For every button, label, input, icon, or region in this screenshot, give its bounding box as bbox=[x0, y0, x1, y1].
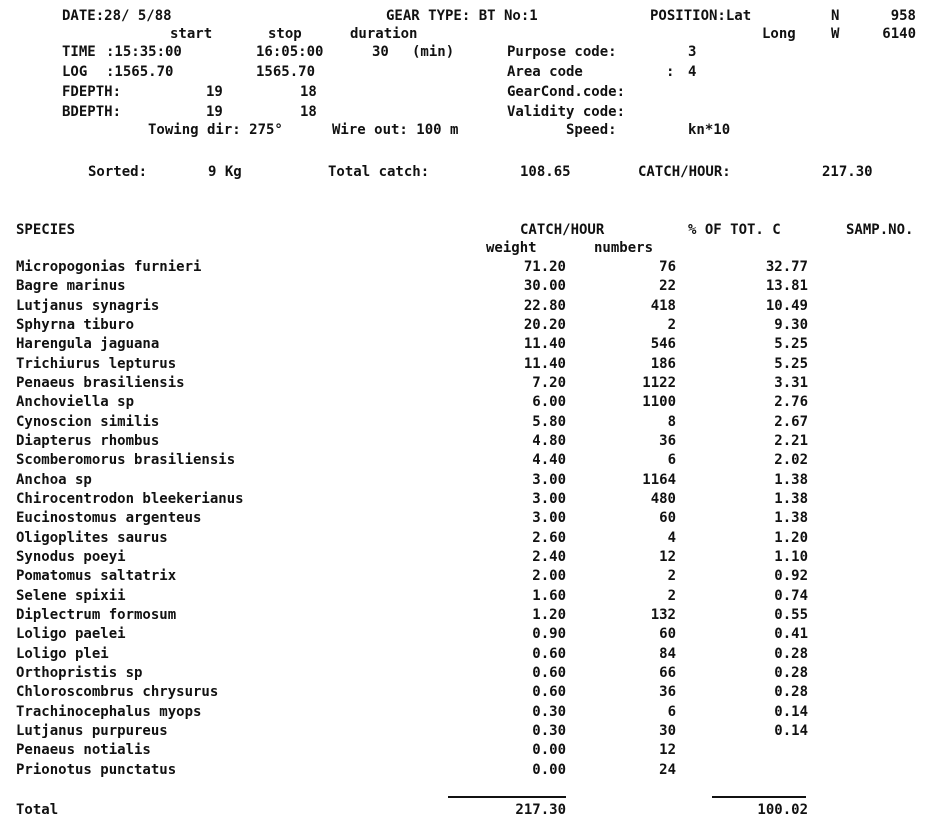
weight-cell: 6.00 bbox=[532, 394, 566, 410]
pct-cell: 32.77 bbox=[765, 259, 808, 275]
table-row bbox=[0, 394, 950, 414]
weight-cell: 5.80 bbox=[532, 414, 566, 430]
numbers-cell: 36 bbox=[659, 684, 676, 700]
weight-header: weight bbox=[486, 240, 537, 256]
weight-cell: 2.00 bbox=[532, 568, 566, 584]
species-header: SPECIES bbox=[16, 222, 76, 238]
pct-cell: 0.14 bbox=[774, 723, 808, 739]
col-stop: stop bbox=[268, 26, 302, 42]
weight-cell: 4.40 bbox=[532, 452, 566, 468]
table-row bbox=[0, 588, 950, 608]
pct-cell: 1.38 bbox=[774, 510, 808, 526]
species-cell: Harengula jaguana bbox=[16, 336, 160, 352]
table-row bbox=[0, 356, 950, 376]
time-start: :15:35:00 bbox=[106, 44, 182, 60]
time-duration: 30 bbox=[372, 44, 389, 60]
numbers-cell: 2 bbox=[667, 317, 676, 333]
time-stop: 16:05:00 bbox=[256, 44, 324, 60]
pct-cell: 9.30 bbox=[774, 317, 808, 333]
pct-cell: 0.28 bbox=[774, 665, 808, 681]
weight-cell: 1.60 bbox=[532, 588, 566, 604]
species-cell: Eucinostomus argenteus bbox=[16, 510, 202, 526]
species-cell: Loligo paelei bbox=[16, 626, 126, 642]
pct-cell: 0.92 bbox=[774, 568, 808, 584]
table-row bbox=[0, 375, 950, 395]
numbers-cell: 60 bbox=[659, 626, 676, 642]
weight-cell: 3.00 bbox=[532, 510, 566, 526]
species-cell: Scomberomorus brasiliensis bbox=[16, 452, 236, 468]
weight-cell: 0.90 bbox=[532, 626, 566, 642]
validity-code: Validity code: bbox=[507, 104, 626, 120]
towing-dir: Towing dir: 275° bbox=[148, 122, 283, 138]
pct-header: % OF TOT. C bbox=[688, 222, 781, 238]
table-row bbox=[0, 742, 950, 762]
lat-val: 958 bbox=[890, 8, 916, 24]
numbers-cell: 6 bbox=[667, 452, 676, 468]
numbers-cell: 132 bbox=[650, 607, 676, 623]
weight-cell: 2.60 bbox=[532, 530, 566, 546]
species-cell: Lutjanus synagris bbox=[16, 298, 160, 314]
table-row bbox=[0, 568, 950, 588]
weight-cell: 30.00 bbox=[523, 278, 566, 294]
species-cell: Pomatomus saltatrix bbox=[16, 568, 177, 584]
log-start: :1565.70 bbox=[106, 64, 174, 80]
species-cell: Selene spixii bbox=[16, 588, 126, 604]
pct-cell: 10.49 bbox=[765, 298, 808, 314]
table-row bbox=[0, 259, 950, 279]
numbers-cell: 60 bbox=[659, 510, 676, 526]
log-stop: 1565.70 bbox=[256, 64, 316, 80]
species-cell: Penaeus brasiliensis bbox=[16, 375, 185, 391]
table-row bbox=[0, 298, 950, 318]
numbers-cell: 6 bbox=[667, 704, 676, 720]
pct-cell: 13.81 bbox=[765, 278, 808, 294]
catch-hour-header: CATCH/HOUR bbox=[520, 222, 605, 238]
pct-cell: 0.14 bbox=[774, 704, 808, 720]
area-val: 4 bbox=[688, 64, 697, 80]
species-cell: Bagre marinus bbox=[16, 278, 126, 294]
numbers-cell: 480 bbox=[650, 491, 676, 507]
pct-cell: 2.21 bbox=[774, 433, 808, 449]
weight-cell: 22.80 bbox=[523, 298, 566, 314]
long-val: 6140 bbox=[882, 26, 916, 42]
catch-hour-value: 217.30 bbox=[822, 164, 873, 180]
fdepth-label: FDEPTH: bbox=[62, 84, 122, 100]
species-cell: Synodus poeyi bbox=[16, 549, 126, 565]
weight-cell: 71.20 bbox=[523, 259, 566, 275]
species-cell: Orthopristis sp bbox=[16, 665, 143, 681]
area-colon: : bbox=[666, 64, 675, 80]
table-row bbox=[0, 336, 950, 356]
pct-cell: 0.41 bbox=[774, 626, 808, 642]
weight-cell: 20.20 bbox=[523, 317, 566, 333]
gearcond-code: GearCond.code: bbox=[507, 84, 626, 100]
long-label: Long bbox=[762, 26, 796, 42]
fdepth-stop: 18 bbox=[300, 84, 317, 100]
bdepth-start: 19 bbox=[206, 104, 223, 120]
species-cell: Loligo plei bbox=[16, 646, 109, 662]
col-start: start bbox=[170, 26, 213, 42]
speed: Speed: bbox=[566, 122, 617, 138]
speed-unit: kn*10 bbox=[688, 122, 731, 138]
bdepth-label: BDEPTH: bbox=[62, 104, 122, 120]
pct-cell: 1.38 bbox=[774, 472, 808, 488]
weight-cell: 3.00 bbox=[532, 472, 566, 488]
species-cell: Micropogonias furnieri bbox=[16, 259, 202, 275]
total-weight-rule bbox=[448, 796, 566, 798]
sorted-label: Sorted: bbox=[88, 164, 148, 180]
table-row bbox=[0, 626, 950, 646]
numbers-cell: 1164 bbox=[642, 472, 676, 488]
species-cell: Chirocentrodon bleekerianus bbox=[16, 491, 244, 507]
weight-cell: 0.00 bbox=[532, 742, 566, 758]
table-row bbox=[0, 510, 950, 530]
pct-cell: 2.76 bbox=[774, 394, 808, 410]
numbers-cell: 4 bbox=[667, 530, 676, 546]
numbers-cell: 22 bbox=[659, 278, 676, 294]
numbers-cell: 418 bbox=[650, 298, 676, 314]
catch-hour-label: CATCH/HOUR: bbox=[638, 164, 731, 180]
numbers-cell: 76 bbox=[659, 259, 676, 275]
numbers-cell: 36 bbox=[659, 433, 676, 449]
species-cell: Penaeus notialis bbox=[16, 742, 151, 758]
numbers-cell: 30 bbox=[659, 723, 676, 739]
numbers-cell: 24 bbox=[659, 762, 676, 778]
numbers-cell: 84 bbox=[659, 646, 676, 662]
weight-cell: 11.40 bbox=[523, 336, 566, 352]
weight-cell: 11.40 bbox=[523, 356, 566, 372]
table-row bbox=[0, 607, 950, 627]
long-dir: W bbox=[831, 26, 840, 42]
time-label: TIME bbox=[62, 44, 96, 60]
lat-dir: N bbox=[831, 8, 840, 24]
numbers-cell: 186 bbox=[650, 356, 676, 372]
sorted-value: 9 Kg bbox=[208, 164, 242, 180]
table-row bbox=[0, 278, 950, 298]
weight-cell: 7.20 bbox=[532, 375, 566, 391]
weight-cell: 0.60 bbox=[532, 665, 566, 681]
time-unit: (min) bbox=[412, 44, 455, 60]
fdepth-start: 19 bbox=[206, 84, 223, 100]
species-cell: Cynoscion similis bbox=[16, 414, 160, 430]
pct-cell: 0.28 bbox=[774, 684, 808, 700]
numbers-cell: 66 bbox=[659, 665, 676, 681]
table-row bbox=[0, 704, 950, 724]
pct-cell: 0.28 bbox=[774, 646, 808, 662]
table-row bbox=[0, 433, 950, 453]
weight-cell: 0.60 bbox=[532, 684, 566, 700]
numbers-cell: 2 bbox=[667, 588, 676, 604]
total-label: Total bbox=[16, 802, 59, 818]
table-row bbox=[0, 317, 950, 337]
pct-cell: 5.25 bbox=[774, 356, 808, 372]
gear-type: GEAR TYPE: BT No:1 bbox=[386, 8, 538, 24]
numbers-header: numbers bbox=[594, 240, 654, 256]
area-code: Area code bbox=[507, 64, 583, 80]
log-label: LOG bbox=[62, 64, 88, 80]
pct-cell: 1.10 bbox=[774, 549, 808, 565]
weight-cell: 4.80 bbox=[532, 433, 566, 449]
position-label: POSITION:Lat bbox=[650, 8, 752, 24]
table-row bbox=[0, 646, 950, 666]
pct-cell: 1.20 bbox=[774, 530, 808, 546]
total-pct-rule bbox=[712, 796, 806, 798]
total-catch-value: 108.65 bbox=[520, 164, 571, 180]
pct-cell: 1.38 bbox=[774, 491, 808, 507]
weight-cell: 2.40 bbox=[532, 549, 566, 565]
species-cell: Diplectrum formosum bbox=[16, 607, 177, 623]
table-row bbox=[0, 414, 950, 434]
table-row bbox=[0, 762, 950, 782]
species-cell: Lutjanus purpureus bbox=[16, 723, 168, 739]
wire-out: Wire out: 100 m bbox=[332, 122, 459, 138]
species-cell: Chloroscombrus chrysurus bbox=[16, 684, 219, 700]
bdepth-stop: 18 bbox=[300, 104, 317, 120]
species-cell: Trachinocephalus myops bbox=[16, 704, 202, 720]
pct-cell: 0.74 bbox=[774, 588, 808, 604]
purpose-val: 3 bbox=[688, 44, 697, 60]
weight-cell: 0.30 bbox=[532, 723, 566, 739]
weight-cell: 0.60 bbox=[532, 646, 566, 662]
numbers-cell: 2 bbox=[667, 568, 676, 584]
table-row bbox=[0, 665, 950, 685]
pct-cell: 5.25 bbox=[774, 336, 808, 352]
purpose-code: Purpose code: bbox=[507, 44, 617, 60]
pct-cell: 2.02 bbox=[774, 452, 808, 468]
table-row bbox=[0, 723, 950, 743]
total-weight: 217.30 bbox=[515, 802, 566, 818]
numbers-cell: 8 bbox=[667, 414, 676, 430]
pct-cell: 2.67 bbox=[774, 414, 808, 430]
numbers-cell: 546 bbox=[650, 336, 676, 352]
numbers-cell: 12 bbox=[659, 549, 676, 565]
total-catch-label: Total catch: bbox=[328, 164, 430, 180]
samp-header: SAMP.NO. bbox=[846, 222, 914, 238]
table-row bbox=[0, 684, 950, 704]
pct-cell: 3.31 bbox=[774, 375, 808, 391]
table-row bbox=[0, 491, 950, 511]
numbers-cell: 1122 bbox=[642, 375, 676, 391]
numbers-cell: 1100 bbox=[642, 394, 676, 410]
species-cell: Trichiurus lepturus bbox=[16, 356, 177, 372]
weight-cell: 0.00 bbox=[532, 762, 566, 778]
table-row bbox=[0, 549, 950, 569]
pct-cell: 0.55 bbox=[774, 607, 808, 623]
species-cell: Diapterus rhombus bbox=[16, 433, 160, 449]
total-pct: 100.02 bbox=[757, 802, 808, 818]
species-cell: Prionotus punctatus bbox=[16, 762, 177, 778]
date: DATE:28/ 5/88 bbox=[62, 8, 172, 24]
species-cell: Oligoplites saurus bbox=[16, 530, 168, 546]
weight-cell: 3.00 bbox=[532, 491, 566, 507]
table-row bbox=[0, 530, 950, 550]
species-cell: Sphyrna tiburo bbox=[16, 317, 135, 333]
species-cell: Anchoa sp bbox=[16, 472, 92, 488]
numbers-cell: 12 bbox=[659, 742, 676, 758]
weight-cell: 0.30 bbox=[532, 704, 566, 720]
species-cell: Anchoviella sp bbox=[16, 394, 135, 410]
table-row bbox=[0, 452, 950, 472]
weight-cell: 1.20 bbox=[532, 607, 566, 623]
table-row bbox=[0, 472, 950, 492]
col-duration: duration bbox=[350, 26, 418, 42]
